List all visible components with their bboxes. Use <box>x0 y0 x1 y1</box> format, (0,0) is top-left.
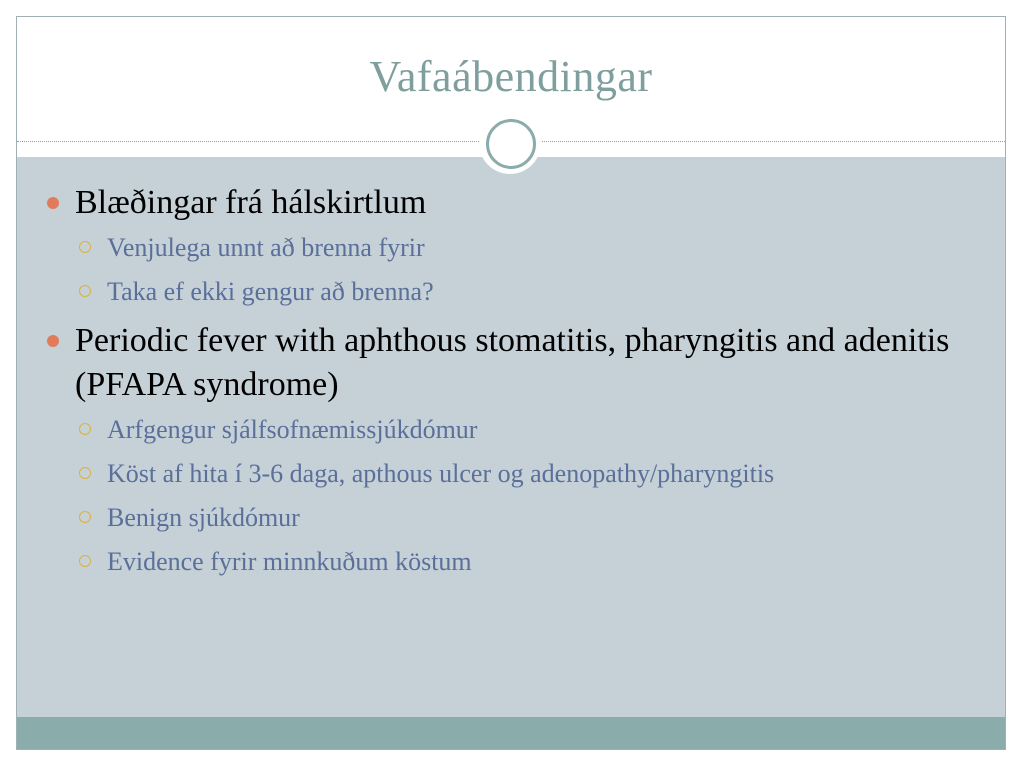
sub-bullet-text: Benign sjúkdómur <box>107 503 300 532</box>
sub-bullet-text: Köst af hita í 3-6 daga, apthous ulcer og adenopathy/pharyngitis <box>107 459 775 488</box>
footer-band <box>17 717 1005 750</box>
hollow-circle-bullet-icon <box>79 467 91 479</box>
sub-bullet-item <box>107 413 965 447</box>
sub-bullet-text: Evidence fyrir minnkuðum köstum <box>107 547 472 576</box>
filled-circle-bullet-icon <box>47 335 59 347</box>
bullet-list <box>17 181 1005 589</box>
bullet-item <box>75 181 965 225</box>
bullet-text: Blæðingar frá hálskirtlum <box>75 184 427 221</box>
hollow-circle-bullet-icon <box>79 511 91 523</box>
sub-bullet-item <box>107 501 965 535</box>
bullet-item <box>75 319 965 407</box>
sub-bullet-item <box>107 231 965 265</box>
sub-bullet-item <box>107 457 965 491</box>
sub-bullet-item <box>107 275 965 309</box>
filled-circle-bullet-icon <box>47 197 59 209</box>
sub-bullet-text: Taka ef ekki gengur að brenna? <box>107 277 434 306</box>
hollow-circle-bullet-icon <box>79 423 91 435</box>
hollow-circle-bullet-icon <box>79 555 91 567</box>
sub-bullet-text: Venjulega unnt að brenna fyrir <box>107 233 425 262</box>
sub-bullet-item <box>107 545 965 579</box>
circle-ring-icon <box>486 119 536 169</box>
hollow-circle-bullet-icon <box>79 241 91 253</box>
bullet-text: Periodic fever with aphthous stomatitis, pharyngitis and adenitis (PFAPA syndrome) <box>75 322 950 403</box>
sub-bullet-text: Arfgengur sjálfsofnæmissjúkdómur <box>107 415 478 444</box>
slide <box>16 16 1006 750</box>
slide-title: Vafaábendingar <box>369 52 653 101</box>
hollow-circle-bullet-icon <box>79 285 91 297</box>
